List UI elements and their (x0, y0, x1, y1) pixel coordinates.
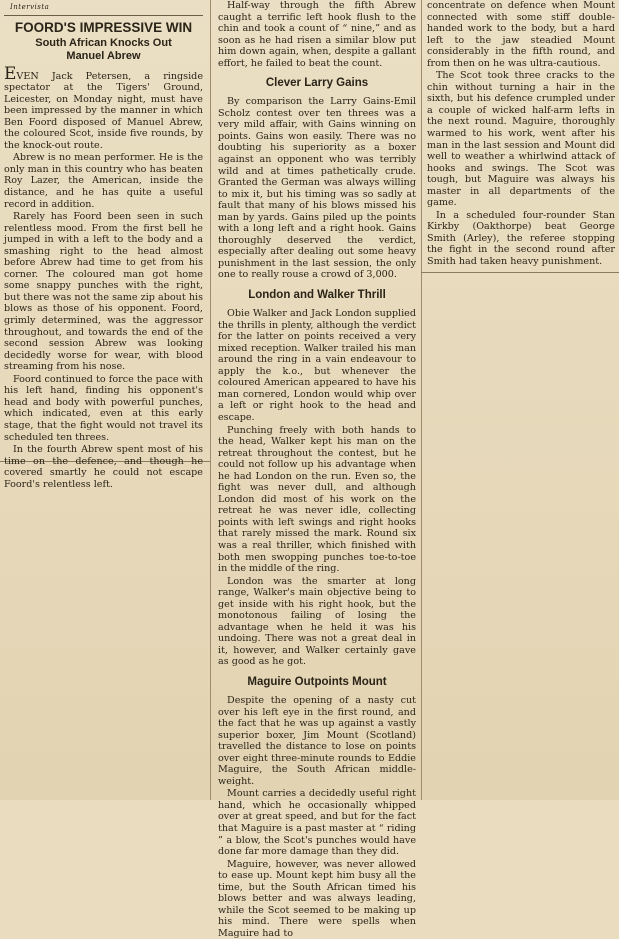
paragraph: Rarely has Foord been seen in such relentless mood. From the first bell he jumped in with a left to the body and a smashing right to the head almost before Abrew had time to get from his corner. The coloured man got home some snappy punches with the right, but there was not the same zip about his blows as those of his opponent. Foord, grimly determined, was the aggressor throughout, and towards the end of the second session Abrew was looking decidedly worse for wear, with blood streaming from his nose. (4, 211, 203, 373)
subheadline-line-1: South African Knocks Out (35, 36, 172, 49)
article-column-2 (218, 0, 416, 939)
paragraph: The Scot took three cracks to the chin without turning a hair in the sixth, but his defence crumpled under a couple of wicked half-arm lefts in the next round. Maguire, thoroughly warmed to his work, went after his man in the last session and Mount did well to weather a whirlwind attack of hooks and swings. The Scot was tough, but Maguire was always his master in all departments of the game. (427, 70, 615, 209)
paragraph: In a scheduled four-rounder Stan Kirkby (Oakthorpe) beat George Smith (Arley), the referee stopping the fight in the second round after Smith had taken heavy punishment. (427, 209, 615, 268)
article-column-3 (427, 0, 615, 270)
paragraph: Foord continued to force the pace with his left hand, finding his opponent's head and body with powerful punches, which indicated, even at this early stage, that the fight would not travel its scheduled ten threes. (4, 373, 203, 443)
article-column-1 (4, 0, 203, 490)
paragraph: concentrate on defence when Mount connected with some stiff double-handed work to the body, but a hard left to the jaw steadied Mount considerably in the fifth round, and from then on he was ultra-cautious. (427, 0, 615, 69)
column-3-end-rule (421, 272, 619, 273)
column-divider-2 (421, 0, 422, 800)
paragraph: Obie Walker and Jack London supplied the thrills in plenty, although the verdict for the latter on points received a very mixed reception. Walker trailed his man around the ring in a vain endeavour to apply the k.o., but whenever the coloured American appeared to have his man cornered, London would whip over a left or right hook to the head and escape. (218, 308, 416, 423)
paragraph: Abrew is no mean performer. He is the only man in this country who has beaten Roy Lazer, the American, inside the distance, and he has quite a useful record in addition. (4, 152, 203, 210)
section-heading-london-walker: London and Walker Thrill (248, 289, 386, 302)
paragraph: Despite the opening of a nasty cut over his left eye in the first round, and the fact that he was up against a vastly superior boxer, Jim Mount (Scotland) travelled the distance to lose on points over eight three-minute rounds to Eddie Maguire, the South African middle-weight. (218, 694, 416, 787)
article-headline: FOORD'S IMPRESSIVE WIN (14, 19, 193, 35)
paragraph: In the fourth Abrew spent most of his time on the defence, and though he covered smartly he could not escape Foord's relentless left. (4, 444, 203, 490)
paragraph: Maguire, however, was never allowed to ease up. Mount kept him busy all the time, but the South African timed his blows better and was always leading, while the Scot seemed to be making up his mind. There were spells when Maguire had to (218, 858, 416, 939)
paragraph: By comparison the Larry Gains-Emil Scholz contest over ten threes was a very mild affair, with Gains winning on points. Gains won easily. There was no doubting his superiority as a boxer against an opponent who was terribly wild and at times pathetically crude. Granted the German was always willing to mix it, but his timing was so sadly at fault that many of his blows missed his man by yards. Gains piled up the points with a long left and a right hook. Gains thoroughly deserved the verdict, especially after dealing out some heavy punishment in the last session, the only one to really rouse a crowd of 3,000. (218, 96, 416, 281)
masthead: Intervista (4, 0, 203, 16)
paragraph: Half-way through the fifth Abrew caught a terrific left hook flush to the chin and took a count of “ nine,” and as soon as he had risen a similar blow put him down again, when, despite a gallant effort, he failed to beat the count. (218, 0, 416, 69)
paragraph (4, 63, 203, 152)
paragraph-text: VEN Jack Petersen, a ringside spectator at the Tigers' Ground, Leicester, on Monday night, must have been impressed by the manner in which Ben Foord disposed of Manuel Abrew, the coloured Scot, inside five rounds, by the knock-out route. (4, 70, 203, 151)
column-divider-1 (210, 0, 211, 800)
paragraph: Mount carries a decidedly useful right hand, which he occasionally whipped over at great speed, and but for the fact that Maguire is a past master at “ riding ” a blow, the Scot's punches would have done far more damage than they did. (218, 788, 416, 858)
section-heading-maguire-mount: Maguire Outpoints Mount (247, 675, 387, 688)
article-subheadline (4, 37, 203, 63)
section-heading-gains: Clever Larry Gains (265, 77, 369, 90)
paragraph: Punching freely with both hands to the head, Walker kept his man on the retreat throughout the contest, but he could not follow up his advantage when he had London on the run. Even so, the fight was never dull, and although London did most of his work on the retreat he was never idle, collecting points with left swings and right hooks that rarely missed the mark. Round six was a real thriller, which finished with both men swopping punches toe-to-toe in the middle of the ring. (218, 424, 416, 575)
paragraph: London was the smarter at long range, Walker's main objective being to get inside with his right hook, but the monotonous failing of losing the advantage when he held it was his undoing. There was not a great deal in it, however, and Walker certainly gave as good as he got. (218, 575, 416, 668)
subheadline-line-2: Manuel Abrew (66, 49, 141, 62)
drop-cap: E (4, 63, 17, 84)
